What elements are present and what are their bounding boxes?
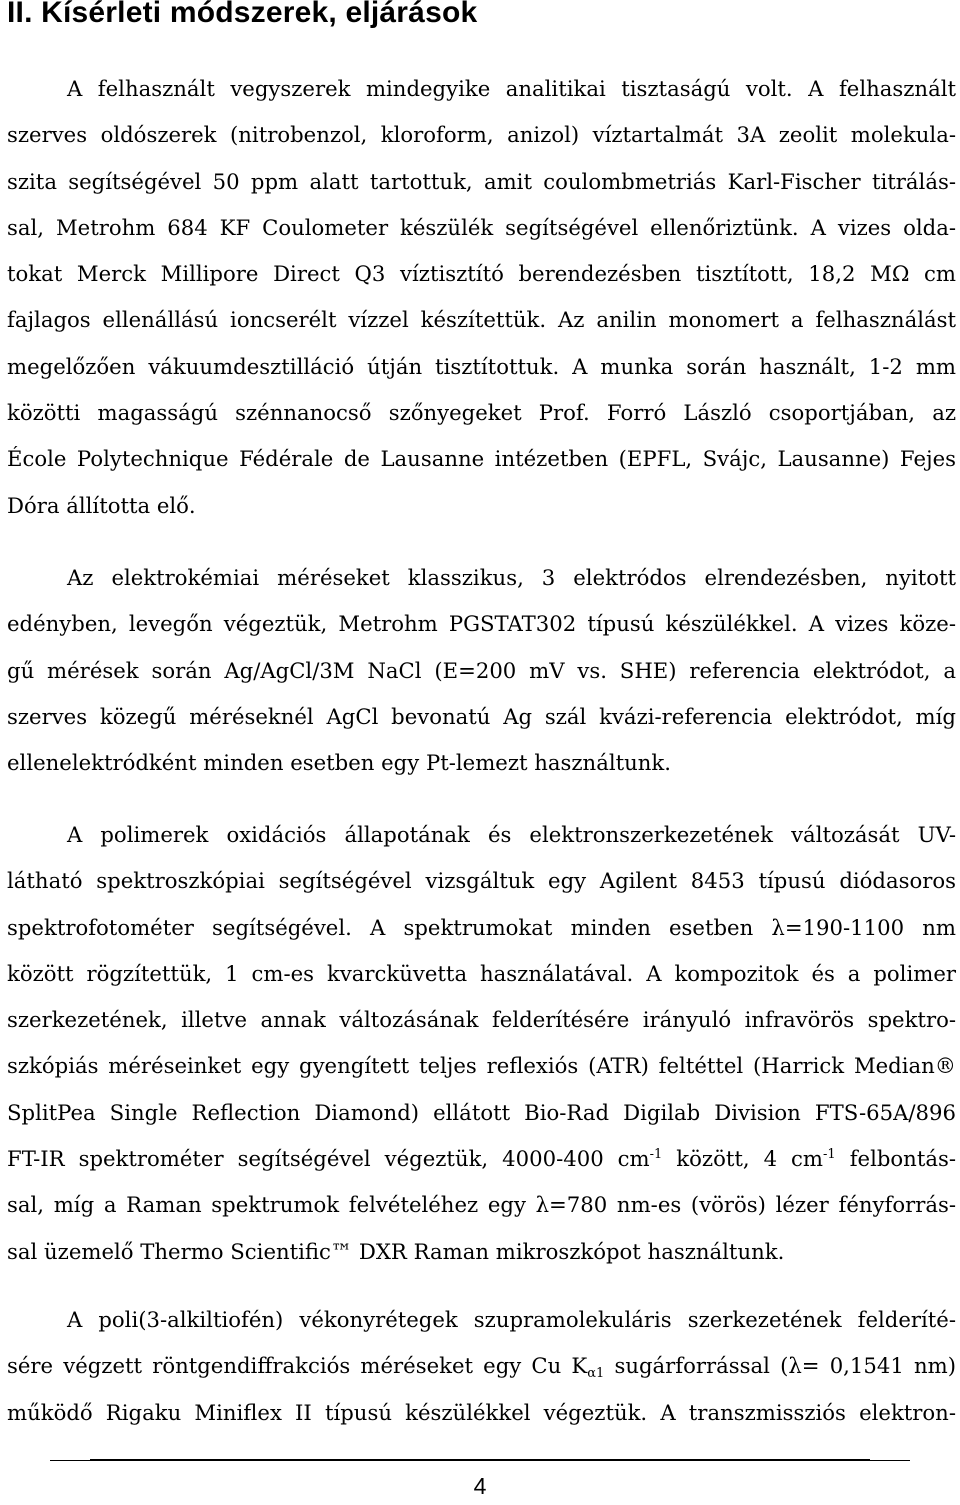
text-line: École Polytechnique Fédérale de Lausanne intézetben (EPFL, Svájc, Lausanne) Fejes xyxy=(7,446,956,472)
section-heading: II. Kísérleti módszerek, eljárások xyxy=(7,0,478,29)
text-line: spektrofotométer segítségével. A spektrumokat minden esetben λ=190-1100 nm xyxy=(7,914,956,940)
text-line: edényben, levegőn végeztük, Metrohm PGSTAT302 típusú készülékkel. A vizes köze- xyxy=(7,611,956,637)
text-line: szkópiás méréseinket egy gyengített teljes reflexiós (ATR) feltéttel (Harrick Median® xyxy=(7,1053,956,1079)
text-line: fajlagos ellenállású ioncserélt vízzel készítettük. Az anilin monomert a felhasználást xyxy=(7,307,956,333)
paragraph-electrochemistry xyxy=(7,555,956,786)
text-line: szita segítségével 50 ppm alatt tartottuk, amit coulombmetriás Karl-Fischer titrálás- xyxy=(7,168,956,194)
text-line-ftir xyxy=(7,1136,956,1182)
text-line: közötti magasságú szénnanocső szőnyegeket Prof. Forró László csoportjában, az xyxy=(7,400,956,426)
superscript: -1 xyxy=(823,1147,836,1163)
text-line: működő Rigaku Miniflex II típusú készülékkel végeztük. A transzmissziós elektron- xyxy=(7,1399,956,1425)
page-number: 4 xyxy=(473,1473,487,1499)
text-line: A felhasznált vegyszerek mindegyike analitikai tisztaságú volt. A felhasznált xyxy=(67,76,956,101)
text-line-xrd xyxy=(7,1343,956,1389)
text-fragment: sugárforrással (λ= 0,1541 nm) xyxy=(604,1353,956,1379)
text-line: A poli(3-alkiltiofén) vékonyrétegek szupramolekuláris szerkezetének felderíté- xyxy=(67,1307,956,1332)
text-fragment: felbontás- xyxy=(835,1146,956,1172)
text-line: megelőzően vákuumdesztilláció útján tisztítottuk. A munka során használt, 1-2 mm xyxy=(7,353,956,379)
paragraph-reagents xyxy=(7,66,956,529)
text-line: Dóra állította elő. xyxy=(7,492,196,518)
text-line: sal, míg a Raman spektrumok felvételéhez egy λ=780 nm-es (vörös) lézer fényforrás- xyxy=(7,1192,956,1218)
text-line: között rögzítettük, 1 cm-es kvarcküvetta használatával. A kompozitok és a polimer xyxy=(7,960,956,986)
text-line: tokat Merck Millipore Direct Q3 víztisztító berendezésben tisztított, 18,2 MΩ cm xyxy=(7,261,956,287)
paragraph-spectroscopy xyxy=(7,812,956,1275)
text-line: gű mérések során Ag/AgCl/3M NaCl (E=200 mV vs. SHE) referencia elektródot, a xyxy=(7,657,956,683)
text-line: SplitPea Single Reflection Diamond) ellátott Bio-Rad Digilab Division FTS-65A/896 xyxy=(7,1099,956,1125)
subscript: α1 xyxy=(587,1366,605,1382)
text-fragment: FT-IR spektrométer segítségével végeztük, 4000-400 cm xyxy=(7,1146,650,1172)
text-fragment: sére végzett röntgendiffrakciós méréseket egy Cu K xyxy=(7,1353,588,1379)
text-line: Az elektrokémiai méréseket klasszikus, 3 elektródos elrendezésben, nyitott xyxy=(67,565,956,590)
text-fragment: között, 4 cm xyxy=(662,1146,824,1172)
text-line: szerves közegű méréseknél AgCl bevonatú Ag szál kvázi-referencia elektródot, míg xyxy=(7,703,956,729)
text-line: sal üzemelő Thermo Scientific™ DXR Raman mikroszkópot használtunk. xyxy=(7,1238,785,1264)
text-line: A polimerek oxidációs állapotának és elektronszerkezetének változását UV- xyxy=(67,822,956,847)
superscript: -1 xyxy=(649,1147,663,1163)
text-line: ellenelektródként minden esetben egy Pt-lemezt használtunk. xyxy=(7,750,671,776)
text-line: szerkezetének, illetve annak változásának felderítésére irányuló infravörös spektro- xyxy=(7,1007,956,1033)
text-line: látható spektroszkópiai segítségével vizsgáltuk egy Agilent 8453 típusú diódasoros xyxy=(7,868,956,894)
paragraph-xrd xyxy=(7,1297,956,1436)
text-line: szerves oldószerek (nitrobenzol, kloroform, anizol) víztartalmát 3A zeolit molekula- xyxy=(7,122,956,148)
footer-rule-dark xyxy=(90,1459,870,1461)
text-line: sal, Metrohm 684 KF Coulometer készülék segítségével ellenőriztünk. A vizes olda- xyxy=(7,214,956,240)
